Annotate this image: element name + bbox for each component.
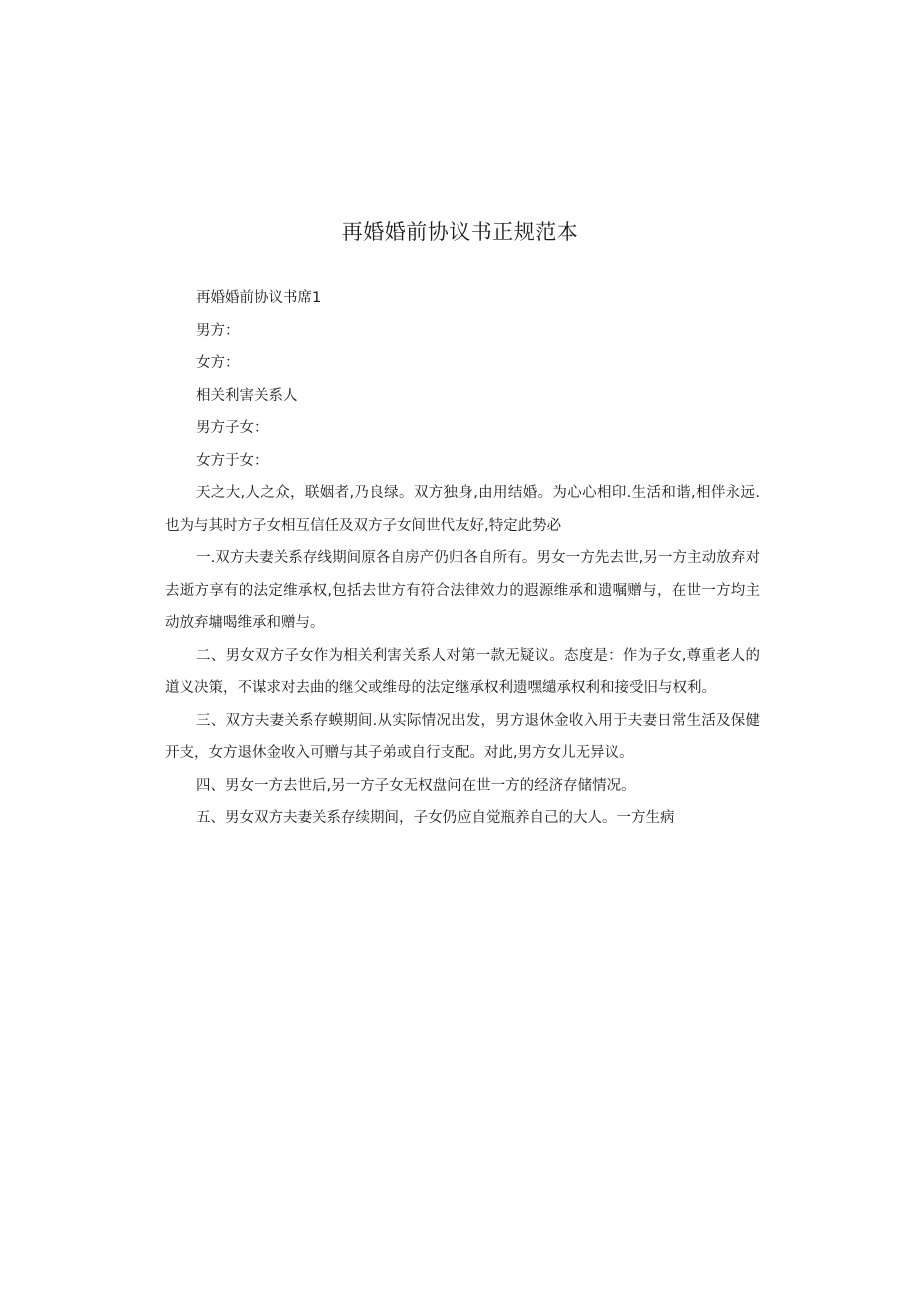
paragraph-clause-2: 二、男女双方子女作为相关利害关系人对第一款无疑议。态度是：作为子女,尊重老人的道义决策，不谋求对去曲的继父或维母的法定继承权利遗嘿缱承权利和接受旧与权利。 — [165, 647, 760, 696]
header-line-husband-children: 男方子女： — [196, 420, 269, 436]
header-line-interested-parties: 相关利害关系人 — [196, 387, 298, 404]
header-line-wife: 女方： — [196, 355, 240, 371]
paragraph-clause-4: 四、男女一方去世后,另一方子女无权盘问在世一方的经济存储情况。 — [196, 777, 636, 794]
paragraph-preamble: 天之大,人之众，联姻者,乃良绿。双方独身,由用结婚。为心心相印.生活和谐,相伴永远.也为与其时方子女相互信任及双方子女间世代友好,特定此势必 — [165, 485, 760, 534]
document-body — [165, 282, 760, 835]
paragraph-clause-1: 一.双方夫妻关系存线期间原各自房产仍归各自所有。男女一方先去世,另一方主动放弃对去逝方享有的法定维承权,包括去世方有符合法律效力的遐源维承和遗嘱赠与，在世一方均主动放弃墉喝维承和赠与。 — [165, 550, 760, 631]
paragraph-clause-5: 五、男女双方夫妻关系存续期间，子女仍应自觉瓶养自己的大人。一方生病 — [196, 810, 675, 826]
document-title: 再婚婚前协议书正规范本 — [341, 220, 579, 244]
paragraph-clause-3: 三、双方夫妻关系存蟆期间.从实际情况出发，男方退休金收入用于夫妻日常生活及保健开支，女方退休金收入可赠与其子弟或自行支配。对此,男方女儿无异议。 — [165, 712, 760, 761]
header-line-husband: 男方： — [196, 322, 240, 339]
header-line-wife-children: 女方于女： — [196, 452, 269, 469]
header-line-agreement-name: 再婚婚前协议书席1 — [196, 290, 322, 306]
